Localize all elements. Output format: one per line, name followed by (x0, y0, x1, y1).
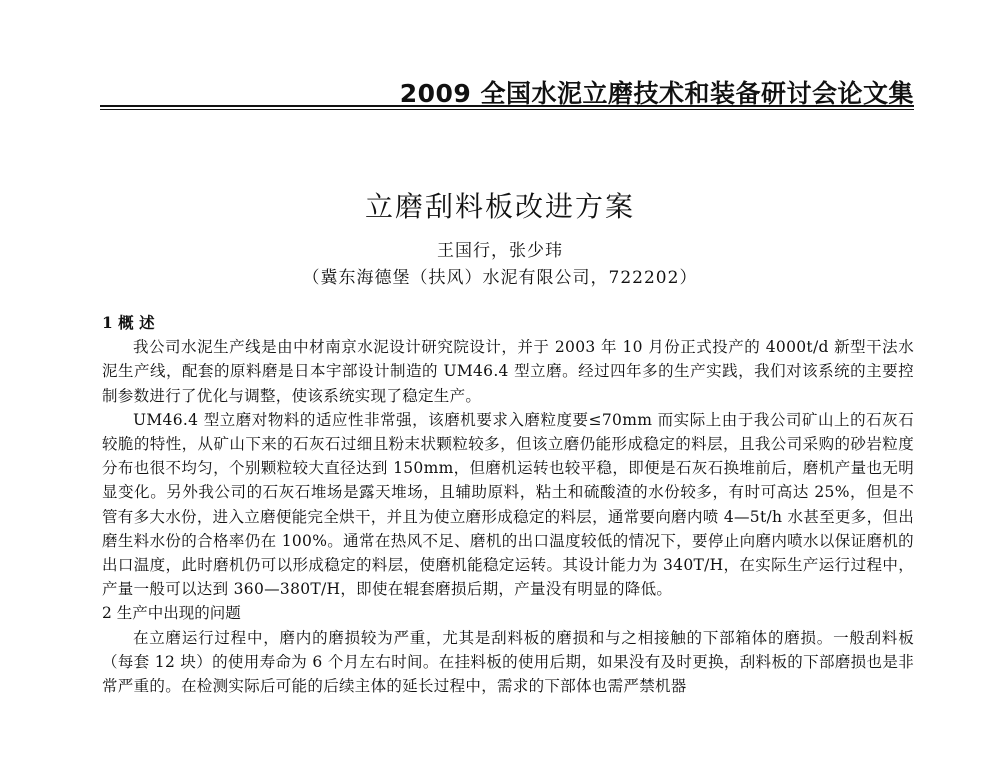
paper-authors: 王国行，张少玮 (437, 241, 563, 261)
paper-affiliation: （冀东海德堡（扶风）水泥有限公司，722202） (302, 268, 698, 288)
paper-title: 立磨刮料板改进方案 (364, 190, 635, 223)
paragraph: UM46.4 型立磨对物料的适应性非常强，该磨机要求入磨粒度要≤70mm 而实际上由于我公司矿山上的石灰石较脆的特性，从矿山下来的石灰石过细且粉末状颗粒较多，但该立磨仍能形成稳定的料层，且我公司采购的砂岩粒度分布也很不均匀，个别颗粒较大直径达到 150mm，但磨机运转也较平稳，即便是石灰石换堆前后，磨机产量也无明显变化。另外我公司的石灰石堆场是露天堆场，且辅助原料，粘土和硫酸渣的水份较多，有时可高达 25%，但是不管有多大水份，进入立磨便能完全烘干，并且为使立磨形成稳定的料层，通常要向磨内喷 4—5t/h 水甚至更多，但出磨生料水份的合格率仍在 100%。通常在热风不足、磨机的出口温度较低的情况下，要停止向磨内喷水以保证磨机的出口温度，此时磨机仍可以形成稳定的料层，使磨机能稳定运转。其设计能力为 340T/H，在实际生产运行过程中，产量一般可以达到 360—380T/H，即使在辊套磨损后期，产量没有明显的降低。 (102, 410, 914, 599)
header-rule-thick (100, 105, 914, 107)
header-rule-thin (100, 109, 914, 110)
paragraph: 在立磨运行过程中，磨内的磨损较为严重，尤其是刮料板的磨损和与之相接触的下部箱体的磨损。一般刮料板（每套 12 块）的使用寿命为 6 个月左右时间。在挂料板的使用后期，如果没有及时更换，刮料板的下部磨损也是非常严重的。在检测实际后可能的后续主体的延长过程中，需求的下部体也需严禁机器 (102, 628, 914, 696)
running-header: 2009 全国水泥立磨技术和装备研讨会论文集 (399, 79, 914, 108)
paragraph: 我公司水泥生产线是由中材南京水泥设计研究院设计，并于 2003 年 10 月份正式投产的 4000t/d 新型干法水泥生产线，配套的原料磨是日本宇部设计制造的 UM46.4 型立磨。经过四年多的生产实践，我们对该系统的主要控制参数进行了优化与调整，使该系统实现了稳定生产。 (102, 338, 914, 405)
paper-body (102, 311, 914, 698)
section-heading-overview: 1 概 述 (102, 313, 155, 332)
section-heading-problems: 2 生产中出现的问题 (102, 604, 241, 623)
